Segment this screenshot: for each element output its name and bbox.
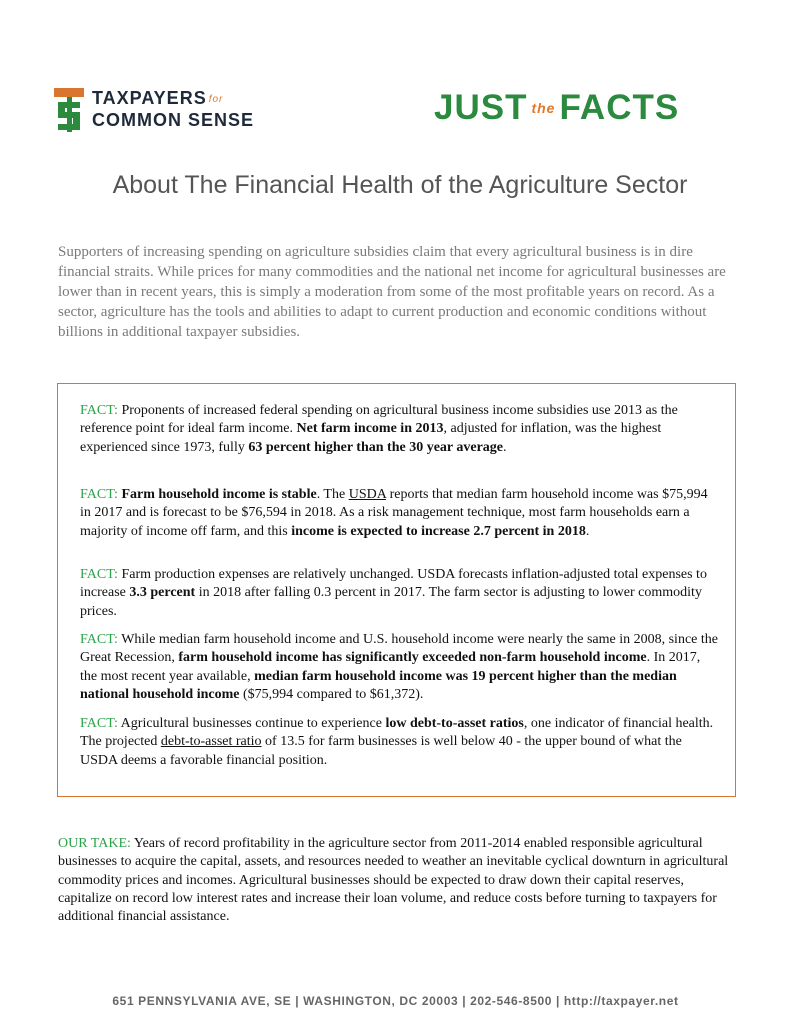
fact-1	[80, 402, 718, 457]
fact-label: FACT:	[80, 632, 118, 647]
fact-highlight: median farm household income was 19 percent higher than the median national household income	[80, 668, 677, 702]
fact-4	[80, 631, 718, 704]
fact-highlight: income is expected to increase 2.7 percent in 2018	[291, 523, 586, 539]
fact-text: . The	[316, 487, 349, 502]
our-take-paragraph	[58, 835, 738, 926]
fact-label: FACT:	[80, 403, 118, 418]
fact-3	[80, 566, 718, 621]
fact-text: Farm production expenses are relatively unchanged. USDA forecasts inflation-adjusted total expenses to increase	[80, 567, 707, 601]
fact-text: , adjusted for inflation, was the highest experienced since 1973, fully	[80, 421, 662, 455]
page-title: About The Financial Health of the Agriculture Sector	[112, 171, 688, 199]
logo-line1: TAXPAYERS	[92, 88, 207, 108]
fact-text: While median farm household income and U.S. household income were nearly the same in 2008, since the Great Recession,	[80, 632, 718, 666]
fact-text: in 2018 after falling 0.3 percent in 2017. The farm sector is adjusting to lower commodity prices.	[80, 585, 702, 619]
fact-text: .	[585, 523, 590, 539]
logo-for: for	[208, 94, 224, 105]
logo-wordmark	[92, 88, 254, 130]
fact-label: FACT:	[80, 487, 118, 502]
usda-link[interactable]: USDA	[348, 487, 387, 502]
facts-box	[57, 383, 736, 797]
fact-highlight: Farm household income is stable	[121, 487, 317, 502]
fact-5	[80, 715, 718, 770]
debt-to-asset-link[interactable]: debt-to-asset ratio	[160, 734, 262, 750]
logo-line2: COMMON SENSE	[92, 110, 255, 130]
fact-highlight: low debt-to-asset ratios	[385, 716, 524, 731]
jtf-facts: FACTS	[559, 88, 680, 127]
fact-text: Agricultural businesses continue to experience	[117, 716, 386, 731]
fact-label: FACT:	[80, 716, 118, 731]
jtf-just: JUST	[434, 88, 528, 127]
fact-text: Proponents of increased federal spending on agricultural business income subsidies use 2013 as the reference point for ideal farm income.	[80, 403, 678, 437]
fact-text: .	[503, 439, 507, 455]
fact-highlight: Net farm income in 2013	[296, 421, 444, 437]
our-take-text: Years of record profitability in the agriculture sector from 2011-2014 enabled responsible agricultural businesses to acquire the capital, assets, and resources needed to weather an inevitable cyclical downturn in agricultural commodity prices and incomes. Agricultural businesses should be expected to draw down their capital reserves, capitalize on record low interest rates and increase their loan volume, and reduce costs before turning to taxpayers for additional financial assistance.	[58, 836, 729, 925]
intro-paragraph: Supporters of increasing spending on agriculture subsidies claim that every agricultural business is in dire financial straits. While prices for many commodities and the national net income for agricultural businesses are lower than in recent years, this is simply a moderation from some of the most profitable years on record. As a sector, agriculture has the tools and abilities to adapt to current production and economic conditions without billions in additional taxpayer subsidies.	[58, 244, 726, 340]
fact-text: ($75,994 compared to $61,372).	[239, 686, 424, 702]
taxpayers-logo	[54, 88, 294, 134]
fact-highlight: 63 percent higher than the 30 year average	[248, 439, 504, 455]
fact-highlight: farm household income has significantly exceeded non-farm household income	[178, 650, 647, 666]
fact-text: , one indicator of financial health. The projected	[80, 716, 714, 750]
fact-label: FACT:	[80, 567, 118, 582]
fact-text: . In 2017, the most recent year available,	[80, 650, 701, 684]
our-take-label: OUR TAKE:	[58, 836, 131, 851]
fact-2	[80, 486, 718, 541]
fact-text: of 13.5 for farm businesses is well below 40 - the upper bound of what the USDA deems a favorable financial position.	[80, 734, 682, 768]
fact-text: reports that median farm household income was $75,994 in 2017 and is forecast to be $76,594 in 2018. As a risk management technique, most farm households earn a majority of income off farm, and this	[80, 487, 708, 539]
logo-mark-icon	[54, 88, 86, 132]
fact-highlight: 3.3 percent	[129, 585, 196, 601]
jtf-the: the	[531, 100, 556, 116]
just-the-facts-banner	[434, 88, 679, 128]
footer-contact: 651 PENNSYLVANIA AVE, SE | WASHINGTON, DC 20003 | 202-546-8500 | http://taxpayer.net	[112, 994, 679, 1008]
